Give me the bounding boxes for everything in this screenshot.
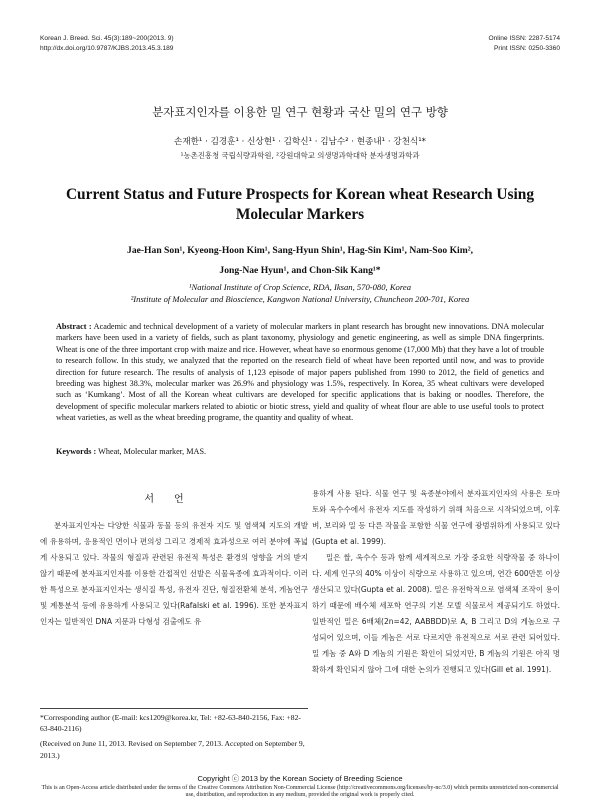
korean-authors: 손재한¹ · 김경훈¹ · 신상현¹ · 김학신¹ · 김남수² · 현종내¹ · 강천식¹* (174, 137, 426, 147)
keywords (56, 447, 544, 456)
journal-citation: Korean J. Breed. Sci. 45(3):189~200(2013. 9) (40, 35, 174, 42)
left-column-paragraph: 분자표지인자는 다양한 식물과 동물 등의 유전자 지도 및 염색체 지도의 개발에 유용하며, 응용적인 면이나 편의성 그리고 경제적 효과성으로 여러 분야에 폭넓게 사용되고 있다. 작물의 형질과 관련된 유전적 특성은 환경의 영향을 거의 받지 않기 때문에 분자표지인자를 이용한 간접적인 선발은 식물육종에 효과적이다. 이러한 특성으로 분자표지인자는 생식질 특성, 유전자 진단, 형질전환체 분석, 게놈연구 및 계통분석 등에 유용하게 사용되고 있다(Rafalski et al. 1996). 또한 분자표지인자는 일반적인 DNA 지문과 다형성 검출에도 유 (40, 521, 308, 626)
english-authors-line2: Jong-Nae Hyun¹, and Chon-Sik Kang¹* (219, 265, 381, 276)
affiliation-1: ¹National Institute of Crop Science, RDA, Iksan, 570-080, Korea (188, 282, 411, 292)
corresponding-author: *Corresponding author (E-mail: kcs1209@korea.kr, Tel: +82-63-840-2156, Fax: +82-63-840-2116) (40, 713, 301, 734)
journal-header (40, 34, 174, 54)
english-affiliations (50, 281, 550, 305)
abstract-text: Academic and technical development of a variety of molecular markers in plant research has brought new innovations. DNA molecular markers have been used in a variety of fields, such as plant taxonomy, physiology and genetic engineering, as well as simple DNA fingerprints. Wheat is one of the three important crop with maize and rice. However, wheat have so enormous genome (17,000 Mb) that they have a lot of trouble to research follow. In this study, we analyzed that the reported on the research field of wheat have been reported until now, and was to provide direction for future research. The results of analysis of 1,123 episode of major papers published from 1990 to 2012, the field of genetics and breeding was highest 38.3%, molecular marker was 26.9% and physiology was 1.5%, respectively. In Korea, 35 wheat cultivars were developed such as ‘Kumkang’. Most of all the Korean wheat cultivars are developed for specific applications that is baking or noodles. Therefore, the development of specific molecular markers related to abiotic or biotic stress, yield and quality of wheat flour are able to use useful tools to protect wheat varieties, as well as the wheat breeding programe, the quantity and quality of wheat. (56, 322, 544, 423)
footnotes (40, 712, 308, 765)
korean-title: 분자표지인자를 이용한 밀 연구 현황과 국산 밀의 연구 방향 (152, 105, 448, 119)
online-issn: Online ISSN: 2287-5174 (488, 35, 560, 42)
right-column (312, 486, 560, 678)
abstract-label: Abstract : (56, 322, 92, 331)
right-column-paragraph-2: 밀은 쌀, 옥수수 등과 함께 세계적으로 가장 중요한 식량작물 중 하나이다. 세계 인구의 40% 이상이 식량으로 사용하고 있으며, 연간 600만톤 이상 생산되고 있다(Gupta et al. 2008). 밀은 유전학적으로 염색체 조작이 용이하기 때문에 배수체 세포학 연구의 기본 모델 식물로서 제공되기도 하였다. 일반적인 밀은 6배체(2n=42, AABBDD)로 A, B 그리고 D의 게놈으로 구성되어 있으며, 이들 게놈은 서로 다르지만 유전적으로 서로 관련 되어있다. 밀 게놈 중 A와 D 게놈의 기원은 확인이 되었지만, B 게놈의 기원은 아직 명확하게 확인되지 않아 그에 대한 논의가 진행되고 있다(Gill et al. 1991). (312, 553, 560, 674)
keywords-text: Wheat, Molecular marker, MAS. (98, 447, 207, 456)
section-heading: 서언 (144, 494, 204, 505)
footnote-divider (40, 708, 308, 709)
print-issn: Print ISSN: 0250-3360 (494, 45, 560, 52)
english-authors (60, 241, 540, 281)
license-notice: This is an Open-Access article distributed under the terms of the Creative Commons Attribution Non-Commercial License (http://creativecommons.org/licenses/by-nc/3.0) which permits unrestricted non-commercial use, distribution, and reproduction in any medium, provided the original work is properly cited. (41, 785, 559, 799)
abstract (56, 321, 544, 424)
right-column-paragraph-1: 용하게 사용 된다. 식물 연구 및 육종분야에서 분자표지인자의 사용은 토마토와 옥수수에서 유전자 지도를 작성하기 위해 처음으로 시작되었으며, 이후 벼, 보리와 밀 등 다른 작물을 포함한 식물 연구에 광범위하게 사용되고 있다(Gupta et al. 1999). (312, 489, 560, 546)
korean-affiliations: ¹농촌진흥청 국립식량과학원, ²강원대학교 의생명과학대학 분자생명과학과 (180, 151, 420, 160)
received-dates: (Received on June 11, 2013. Revised on September 7, 2013. Accepted on September 9, 2013.) (40, 739, 305, 760)
issn-header (489, 34, 560, 54)
left-column (40, 518, 308, 630)
keywords-label: Keywords : (56, 447, 97, 456)
english-title: Current Status and Future Prospects for Korean wheat Research Using Molecular Markers (65, 186, 535, 223)
english-authors-line1: Jae-Han Son¹, Kyeong-Hoon Kim¹, Sang-Hyun Shin¹, Hag-Sin Kim¹, Nam-Soo Kim², (127, 245, 473, 256)
copyright: Copyright ⓒ 2013 by the Korean Society of Breeding Science (197, 774, 403, 783)
affiliation-2: ²Institute of Molecular and Bioscience, Kangwon National University, Chuncheon 200-701, Korea (130, 294, 470, 304)
doi-link[interactable]: http://dx.doi.org/10.9787/KJBS.2013.45.3.189 (40, 45, 174, 52)
